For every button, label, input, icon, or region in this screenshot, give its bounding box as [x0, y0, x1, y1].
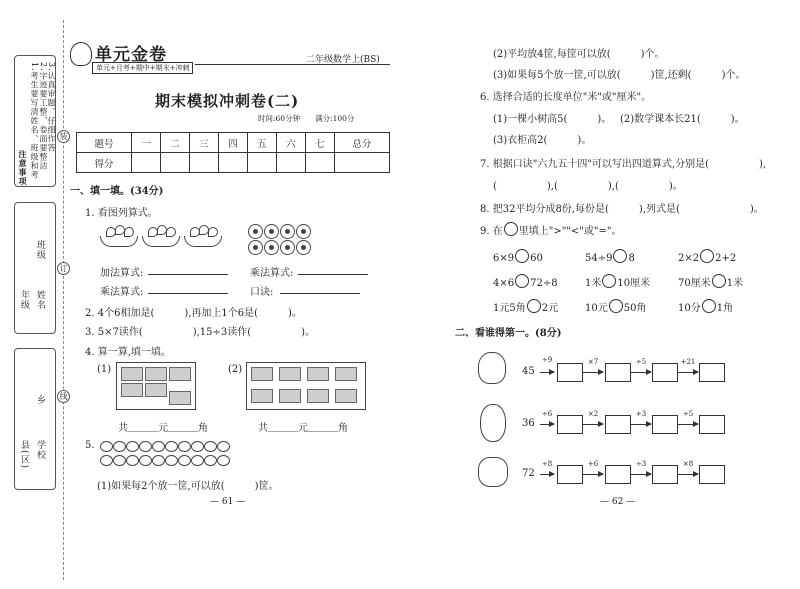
chain-arrow: [583, 474, 603, 475]
chain-arrow: [540, 424, 554, 425]
add-expression-blank[interactable]: [148, 264, 228, 275]
chain-op: ÷6: [541, 410, 553, 418]
chain-arrow: [678, 474, 698, 475]
chain-arrow: [631, 474, 651, 475]
chain-arrow: [678, 424, 698, 425]
chain-op: +21: [680, 358, 696, 366]
chain-arrow: [583, 372, 603, 373]
header-rule: [195, 64, 390, 65]
q5-2-text: (2)平均放4筐,每筐可以放( )个。: [493, 49, 665, 60]
compare-item: 54÷9 8: [585, 249, 635, 264]
page-number-left: — 61 —: [210, 497, 246, 507]
label-school: 学校: [35, 440, 45, 460]
banknote-icon: [307, 389, 329, 403]
chain-op: +6: [587, 460, 599, 468]
chain-op: ×8: [682, 460, 694, 468]
q5-1-text: (1)如果每2个放一筐,可以放( )筐。: [97, 481, 279, 492]
q5-label: 5.: [85, 440, 95, 451]
money-panel-1: [116, 362, 196, 410]
compare-item: 4×6 72÷8: [493, 274, 558, 289]
score-table: [76, 132, 390, 173]
q8-text: 8. 把32平均分成8份,每份是( ),列式是( )。: [480, 204, 764, 215]
label-township: 乡: [35, 395, 45, 405]
answer-box[interactable]: [699, 415, 725, 434]
compare-item: 10分 1角: [678, 299, 733, 314]
chain-op: ÷8: [541, 460, 553, 468]
score-cell: 四: [218, 133, 247, 153]
chain-op: ÷5: [635, 358, 647, 366]
chain-arrow: [540, 474, 554, 475]
score-input[interactable]: [276, 153, 305, 173]
score-input[interactable]: [161, 153, 190, 173]
label-class: 班级: [35, 240, 45, 260]
label-county: 县(区): [19, 440, 29, 470]
score-cell: 总分: [334, 133, 389, 153]
page-number-right: — 62 —: [600, 497, 636, 507]
compare-circle[interactable]: [609, 299, 623, 313]
score-input[interactable]: [305, 153, 334, 173]
chain-op: ÷3: [635, 460, 647, 468]
banknote-icon: [307, 367, 329, 381]
score-table-score-row: [77, 153, 390, 173]
compare-circle[interactable]: [515, 274, 529, 288]
q4-part-1-label: (1): [97, 364, 112, 375]
rabbit-icon: [478, 352, 506, 384]
chain-arrow: [540, 372, 554, 373]
binding-notes-label: 注意事项: [18, 150, 28, 186]
money-answer-1[interactable]: 共＿＿＿元＿＿＿角: [118, 423, 208, 434]
compare-item: 1元5角 2元: [493, 299, 558, 314]
exam-meta: 时间:60分钟 满分:100分: [258, 114, 355, 123]
chain-op: ÷5: [682, 410, 694, 418]
label-grade: 年级: [19, 290, 29, 310]
rhyme-label: 口诀:: [250, 287, 274, 298]
seal-1: 装: [57, 130, 70, 143]
banknote-icon: [121, 383, 143, 397]
q6-3-text: (3)衣柜高2( )。: [493, 135, 592, 146]
rhyme-blank[interactable]: [280, 283, 360, 294]
compare-item: 1米 10厘米: [585, 274, 650, 289]
brand-title: 单元金卷: [95, 45, 167, 65]
score-input[interactable]: [218, 153, 247, 173]
score-cell: 一: [132, 133, 161, 153]
banknote-icon: [121, 367, 143, 381]
seal-2: 订: [57, 262, 70, 275]
compare-item: 10元 50角: [585, 299, 646, 314]
banknote-icon: [279, 367, 301, 381]
chain-start: 45: [522, 366, 535, 377]
grade-label: 二年级数学上(BS): [306, 55, 380, 65]
binding-note-1: 1.考生要写清姓名、班级和考: [30, 62, 39, 180]
score-table-header-row: [77, 133, 390, 153]
compare-item: 2×2 2+2: [678, 249, 736, 264]
q6-1-text: (1)一棵小树高5( )。: [493, 114, 612, 125]
chain-arrow: [631, 424, 651, 425]
compare-circle-icon: [504, 222, 518, 236]
q6-2-text: (2)数学课本长21( )。: [620, 114, 745, 125]
mul-expression-label-2: 乘法算式:: [100, 287, 144, 298]
compare-circle[interactable]: [700, 249, 714, 263]
q1-text: 1. 看图列算式。: [85, 208, 158, 219]
monkey-icon: [480, 404, 506, 442]
mul-expression-label: 乘法算式:: [250, 268, 294, 279]
chain-op: ×7: [587, 358, 599, 366]
q9-text: [480, 222, 621, 237]
compare-circle[interactable]: [702, 299, 716, 313]
money-answer-2[interactable]: 共＿＿＿元＿＿＿角: [258, 423, 348, 434]
label-name: 姓名: [35, 290, 45, 310]
seal-3: 线: [57, 390, 70, 403]
compare-item: 6×9 60: [493, 249, 543, 264]
score-input[interactable]: [334, 153, 389, 173]
score-input[interactable]: [190, 153, 219, 173]
binding-note-3: 3.认真审题，仔细作答: [47, 62, 56, 153]
banknote-icon: [169, 367, 191, 381]
binding-border-2: [14, 202, 56, 334]
brand-tagline: 单元+月考+期中+期末+冲刺: [92, 62, 193, 74]
chain-arrow: [631, 372, 651, 373]
banknote-icon: [145, 383, 167, 397]
banknote-icon: [251, 367, 273, 381]
q9-suffix: 里填上">""<"或"="。: [518, 226, 622, 237]
chain-arrow: [583, 424, 603, 425]
compare-circle[interactable]: [712, 274, 726, 288]
mul-expression-blank[interactable]: [298, 264, 368, 275]
score-cell: 六: [276, 133, 305, 153]
chain-op: +3: [635, 410, 647, 418]
score-cell: 题号: [77, 133, 132, 153]
score-cell: 得分: [77, 153, 132, 173]
chain-op: ÷9: [541, 356, 553, 364]
binding-note-2: 2.字迹要工整，卷面要整洁: [39, 62, 48, 171]
compare-circle[interactable]: [527, 299, 541, 313]
score-cell: 二: [161, 133, 190, 153]
banknote-icon: [279, 389, 301, 403]
money-panel-2: [246, 362, 366, 410]
answer-box[interactable]: [699, 363, 725, 382]
q7-text-cont: ( ),( ),( )。: [493, 181, 683, 192]
q7-text: 7. 根据口诀"六九五十四"可以写出四道算式,分别是( ),: [480, 159, 767, 170]
q3-text: 3. 5×7读作( ),15÷3读作( )。: [85, 327, 316, 338]
score-input[interactable]: [132, 153, 161, 173]
answer-box[interactable]: [699, 465, 725, 484]
banknote-icon: [169, 391, 191, 405]
banknote-icon: [145, 367, 167, 381]
section1-title: 一、填一填。(34分): [70, 186, 164, 197]
chain-op: ×2: [587, 410, 599, 418]
score-cell: 七: [305, 133, 334, 153]
chain-arrow: [678, 372, 698, 373]
chain-start: 72: [522, 468, 535, 479]
add-expression-label: 加法算式:: [100, 268, 144, 279]
mascot-icon: [70, 42, 92, 66]
score-input[interactable]: [247, 153, 276, 173]
compare-item: 70厘米 1米: [678, 274, 743, 289]
banknote-icon: [335, 389, 357, 403]
score-cell: 五: [247, 133, 276, 153]
compare-circle[interactable]: [515, 249, 529, 263]
exam-title: 期末模拟冲刺卷(二): [155, 92, 300, 110]
q4-part-2-label: (2): [228, 364, 243, 375]
q5-3-text: (3)如果每5个放一筐,可以放( )筐,还剩( )个。: [493, 70, 746, 81]
compare-circle[interactable]: [602, 274, 616, 288]
q9-prefix: 9. 在: [480, 226, 503, 237]
mul-expression-blank-2[interactable]: [148, 283, 228, 294]
banknote-icon: [251, 389, 273, 403]
chain-start: 36: [522, 418, 535, 429]
cut-line: [63, 20, 64, 580]
q4-text: 4. 算一算,填一填。: [85, 347, 171, 358]
compare-circle[interactable]: [613, 249, 627, 263]
q6-text: 6. 选择合适的长度单位"米"或"厘米"。: [480, 92, 652, 103]
q2-text: 2. 4个6相加是( ),再加上1个6是( )。: [85, 308, 302, 319]
score-cell: 三: [190, 133, 219, 153]
section2-title: 二、看谁得第一。(8分): [455, 328, 562, 339]
banknote-icon: [335, 367, 357, 381]
dog-icon: [478, 457, 508, 487]
